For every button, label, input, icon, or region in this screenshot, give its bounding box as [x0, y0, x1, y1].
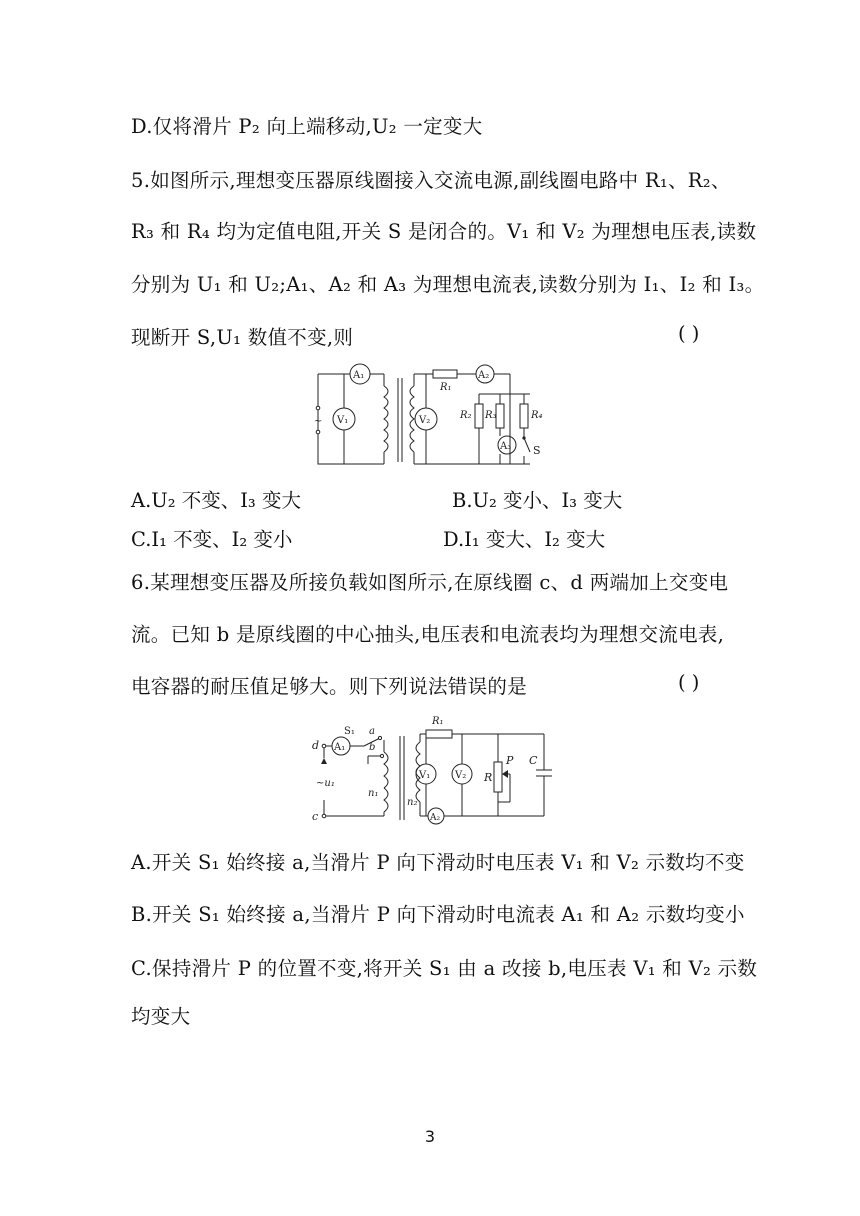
fig5-v1-label: V₁	[337, 415, 349, 426]
fig6-v2-label: V₂	[455, 770, 467, 781]
fig6-n2-label: n₂	[407, 797, 418, 808]
q5-option-a: A.U₂ 不变、I₃ 变大	[131, 489, 301, 512]
fig5-v2-label: V₂	[419, 415, 431, 426]
q5-line-1: 5.如图所示,理想变压器原线圈接入交流电源,副线圈电路中 R₁、R₂、	[131, 169, 731, 192]
fig6-r-label: R	[484, 771, 493, 784]
fig6-v1-label: V₁	[419, 770, 431, 781]
fig5-r2-label: R₂	[460, 410, 472, 421]
q6-circuit-figure	[308, 712, 558, 830]
q5-line-2: R₃ 和 R₄ 均为定值电阻,开关 S 是闭合的。V₁ 和 V₂ 为理想电压表,读数	[131, 220, 757, 243]
q5-option-d: D.I₁ 变大、I₂ 变大	[443, 528, 606, 551]
fig6-c-label: c	[312, 810, 319, 823]
q6-line-3: 电容器的耐压值足够大。则下列说法错误的是	[131, 675, 528, 698]
fig6-u1-label: ~u₁	[316, 778, 335, 789]
q5-option-b: B.U₂ 变小、I₃ 变大	[452, 489, 623, 512]
fig6-a1-label: A₁	[334, 742, 346, 753]
fig5-a3-label: A₃	[500, 441, 512, 452]
q6-line-1: 6.某理想变压器及所接负载如图所示,在原线圈 c、d 两端加上交变电	[131, 571, 729, 594]
fig6-s1-label: S₁	[344, 726, 355, 737]
fig6-b-label: b	[369, 742, 376, 753]
fig6-a2-label: A₂	[430, 813, 441, 823]
q5-option-c: C.I₁ 不变、I₂ 变小	[131, 528, 293, 551]
fig5-a2-label: A₂	[478, 370, 490, 381]
q6-line-2: 流。已知 b 是原线圈的中心抽头,电压表和电流表均为理想交流电表,	[131, 623, 725, 646]
q5-line-4: 现断开 S,U₁ 数值不变,则	[131, 326, 354, 349]
fig5-a1-label: A₁	[353, 370, 365, 381]
fig5-r3-label: R₃	[485, 410, 497, 421]
fig5-r1-label: R₁	[440, 382, 452, 393]
line-d-option: D.仅将滑片 P₂ 向上端移动,U₂ 一定变大	[131, 115, 483, 138]
q6-option-b: B.开关 S₁ 始终接 a,当滑片 P 向下滑动时电流表 A₁ 和 A₂ 示数均变小	[131, 903, 745, 926]
page-number: 3	[424, 1127, 436, 1146]
fig6-a-label: a	[369, 726, 375, 737]
q6-option-c-line-2: 均变大	[131, 1005, 191, 1028]
q5-circuit-figure	[314, 360, 564, 470]
q6-option-c-line-1: C.保持滑片 P 的位置不变,将开关 S₁ 由 a 改接 b,电压表 V₁ 和 V₂ 示数	[131, 957, 758, 980]
q6-option-a: A.开关 S₁ 始终接 a,当滑片 P 向下滑动时电压表 V₁ 和 V₂ 示数均不变	[131, 851, 745, 874]
fig6-p-label: P	[506, 754, 514, 767]
fig5-src-label: ~	[314, 416, 323, 427]
fig6-r1-label: R₁	[432, 716, 444, 727]
q5-line-3: 分别为 U₁ 和 U₂;A₁、A₂ 和 A₃ 为理想电流表,读数分别为 I₁、I₂ 和 I₃。	[131, 273, 765, 296]
q5-answer-paren: ( )	[678, 322, 700, 345]
q6-answer-paren: ( )	[678, 671, 700, 694]
fig6-d-label: d	[312, 739, 320, 752]
fig5-s-label: S	[533, 444, 541, 457]
fig6-c-cap-label: C	[529, 754, 538, 767]
fig5-r4-label: R₄	[531, 410, 543, 421]
fig6-n1-label: n₁	[368, 788, 379, 799]
